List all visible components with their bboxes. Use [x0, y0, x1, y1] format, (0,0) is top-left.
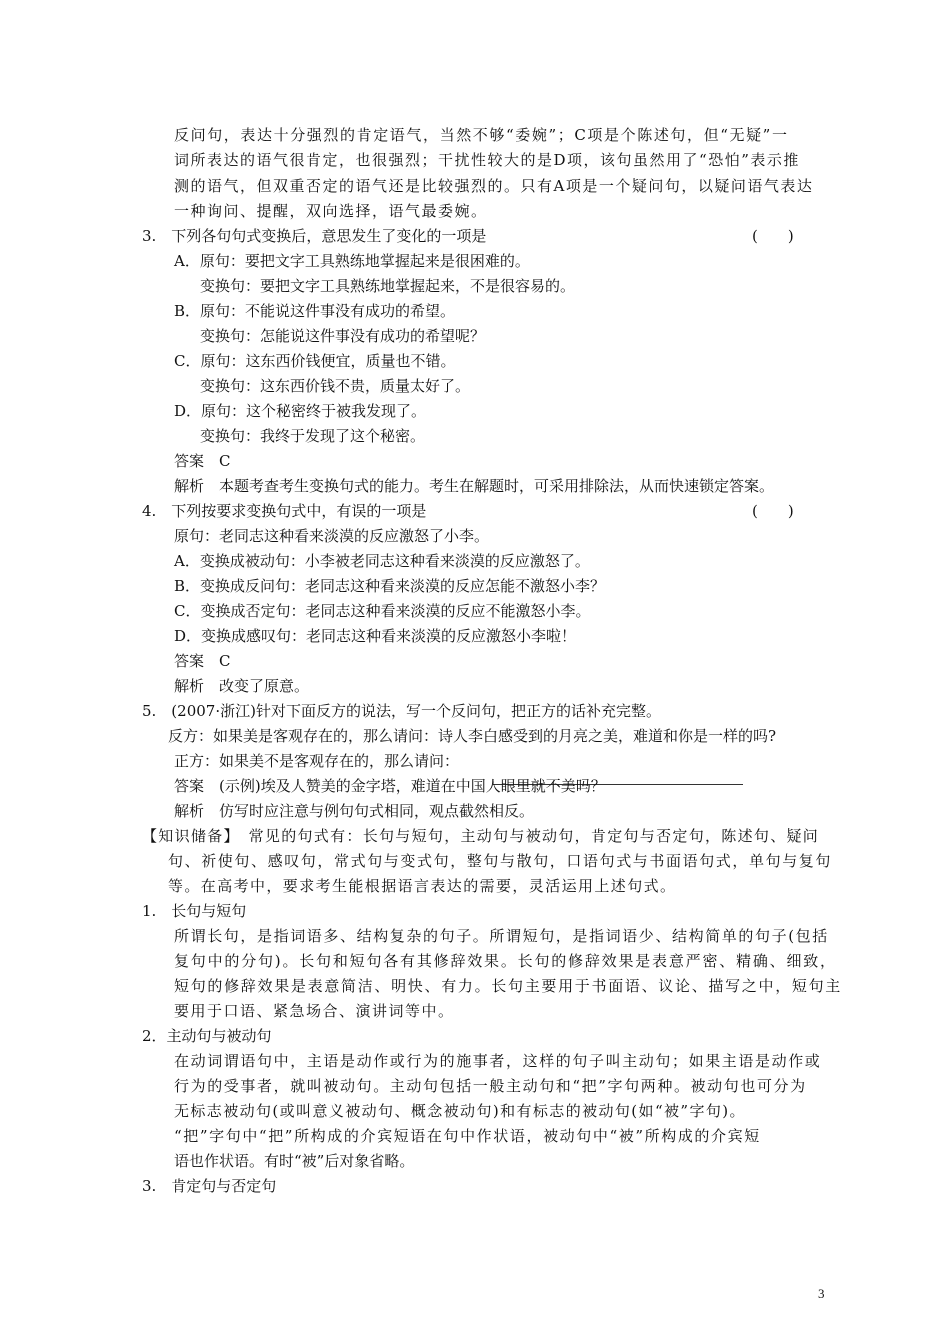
section-heading: 1. 长句与短句: [142, 902, 247, 920]
answer-line: 答案 C: [174, 452, 231, 470]
text-line: 复句中的分句)。长句和短句各有其修辞效果。长句的修辞效果是表意严密、精确、细致，: [174, 952, 837, 970]
text-line: 无标志被动句(或叫意义被动句、概念被动句)和有标志的被动句(如“被”字句)。: [174, 1102, 746, 1120]
text-line: 短句的修辞效果是表意简洁、明快、有力。长句主要用于书面语、议论、描写之中，短句主: [174, 977, 843, 995]
answer-paren: ( ): [752, 227, 794, 245]
analysis-line: 解析 本题考查考生变换句式的能力。考生在解题时，可采用排除法，从而快速锁定答案。: [174, 477, 775, 495]
knowledge-heading: 【知识储备】 常见的句式有：长句与短句，主动句与被动句，肯定句与否定句，陈述句、疑问: [142, 827, 820, 845]
question-4: 4. 下列按要求变换句式中，有误的一项是: [142, 502, 427, 520]
text-line: 要用于口语、紧急场合、演讲词等中。: [174, 1002, 455, 1020]
text-line: 反方：如果美是客观存在的，那么请问：诗人李白感受到的月亮之美，难道和你是一样的吗?: [168, 727, 777, 745]
question-3: 3. 下列各句句式变换后，意思发生了变化的一项是: [142, 227, 487, 245]
text-line: 在动词谓语句中，主语是动作或行为的施事者，这样的句子叫主动句；如果主语是动作或: [174, 1052, 822, 1070]
text-line: 正方：如果美不是客观存在的，那么请问：: [174, 752, 460, 770]
answer-line: 答案 C: [174, 652, 231, 670]
question-5: 5. (2007·浙江)针对下面反方的说法，写一个反问句，把正方的话补充完整。: [142, 702, 661, 720]
text-line: 句、祈使句、感叹句，常式句与变式句，整句与散句，口语句式与书面语句式，单句与复句: [168, 852, 833, 870]
section-heading: 2．主动句与被动句: [142, 1027, 272, 1045]
text-line: D．变换成感叹句：老同志这种看来淡漠的反应激怒小李啦！: [174, 627, 577, 645]
answer-paren: ( ): [752, 502, 794, 520]
text-line: “把”字句中“把”所构成的介宾短语在句中作状语，被动句中“被”所构成的介宾短: [174, 1127, 761, 1145]
text-line: 一种询问、提醒，双向选择，语气最委婉。: [174, 202, 488, 220]
text-line: C．原句：这东西价钱便宜，质量也不错。: [174, 352, 456, 370]
text-line: 测的语气，但双重否定的语气还是比较强烈的。只有A项是一个疑问句，以疑问语气表达: [174, 177, 814, 195]
text-line: D．原句：这个秘密终于被我发现了。: [174, 402, 427, 420]
text-line: 变换句：我终于发现了这个秘密。: [200, 427, 426, 445]
text-line: B．原句：不能说这件事没有成功的希望。: [174, 302, 456, 320]
text-line: A．原句：要把文字工具熟练地掌握起来是很困难的。: [174, 252, 530, 270]
answer-line: 答案 (示例)埃及人赞美的金字塔，难道在中国人眼里就不美吗？: [174, 777, 606, 795]
text-line: 等。在高考中，要求考生能根据语言表达的需要，灵活运用上述句式。: [168, 877, 677, 895]
analysis-line: 解析 仿写时应注意与例句句式相同，观点截然相反。: [174, 802, 535, 820]
text-line: 原句：老同志这种看来淡漠的反应激怒了小李。: [174, 527, 490, 545]
text-line: 行为的受事者，就叫被动句。主动句包括一般主动句和“把”字句两种。被动句也可分为: [174, 1077, 807, 1095]
analysis-line: 解析 改变了原意。: [174, 677, 310, 695]
section-heading: 3. 肯定句与否定句: [142, 1177, 277, 1195]
page-number: 3: [818, 1286, 825, 1301]
text-line: 词所表达的语气很肯定，也很强烈；干扰性较大的是D项，该句虽然用了“恐怕”表示推: [174, 151, 800, 169]
text-line: A．变换成被动句：小李被老同志这种看来淡漠的反应激怒了。: [174, 552, 590, 570]
text-line: C．变换成否定句：老同志这种看来淡漠的反应不能激怒小李。: [174, 602, 591, 620]
text-line: B．变换成反问句：老同志这种看来淡漠的反应怎能不激怒小李？: [174, 577, 606, 595]
text-line: 变换句：要把文字工具熟练地掌握起来，不是很容易的。: [200, 277, 576, 295]
text-line: 变换句：怎能说这件事没有成功的希望呢？: [200, 327, 486, 345]
text-line: 所谓长句，是指词语多、结构复杂的句子。所谓短句，是指词语少、结构简单的句子(包括: [174, 927, 829, 945]
text-line: 变换句：这东西价钱不贵，质量太好了。: [200, 377, 471, 395]
text-line: 语也作状语。有时“被”后对象省略。: [174, 1152, 415, 1170]
text-line: 反问句，表达十分强烈的肯定语气，当然不够“委婉”；C项是个陈述句，但“无疑”一: [174, 126, 789, 144]
